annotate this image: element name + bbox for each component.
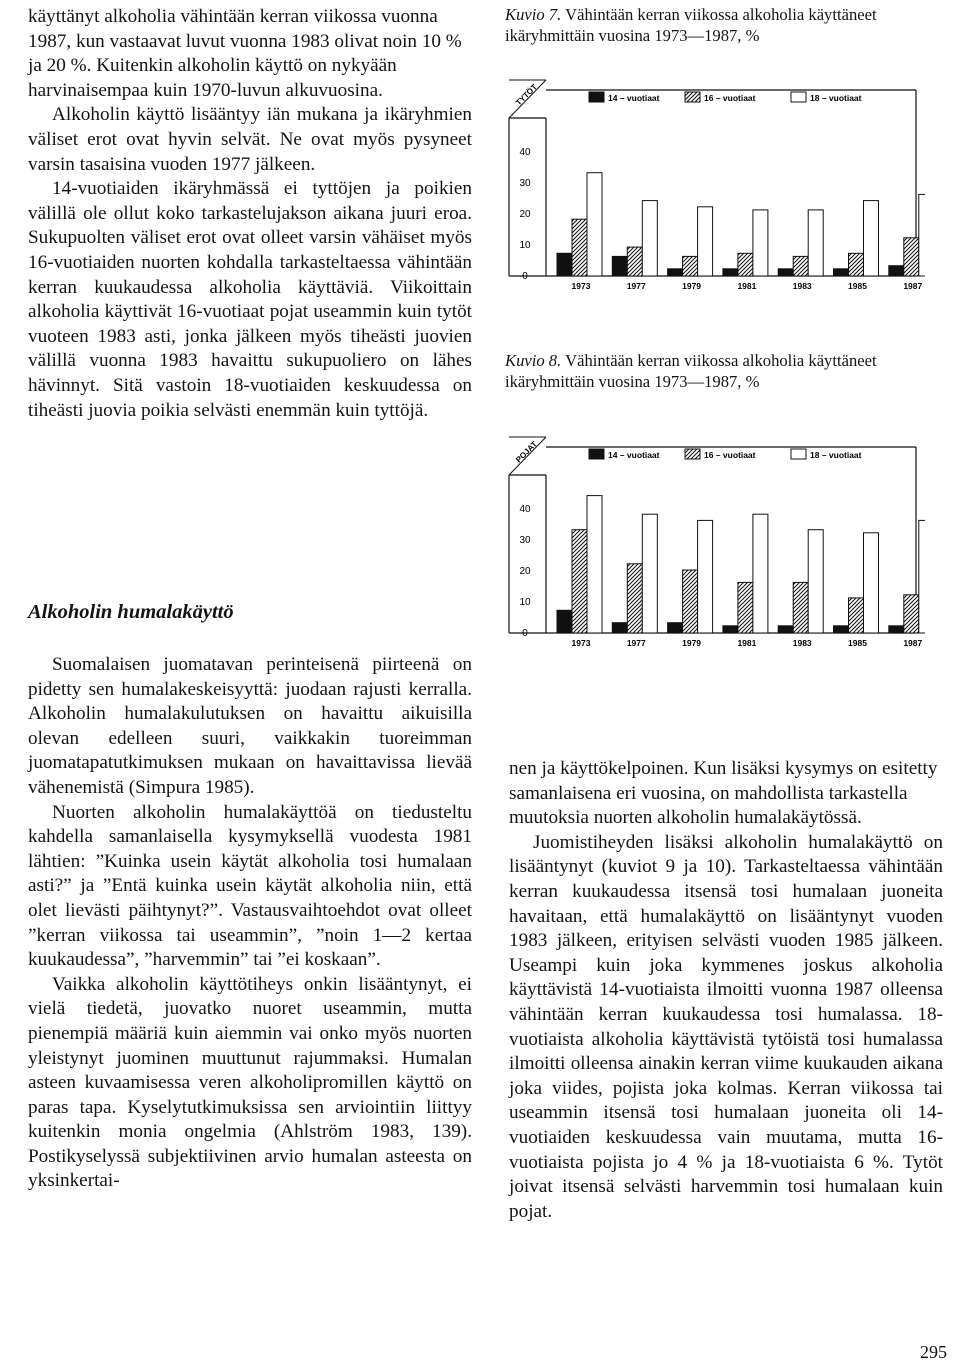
legend-label: 16 – vuotiaat [704, 450, 756, 460]
bar-hatched-1985 [849, 253, 864, 276]
bar-chart-girls [505, 76, 925, 291]
bar-chart-boys [505, 433, 925, 648]
y-tick-label: 30 [519, 178, 531, 189]
x-tick-label: 1981 [737, 281, 757, 291]
paragraph: Vaikka alkoholin käyttötiheys onkin lisääntynyt, ei vielä tiedetä, juovatko nuoret useammin, mutta pienempiä määriä kuin aiemmin vai onko myös nuorten yleistynyt juominen muuttunut rajummaksi. Humalan asteen kuvaamisessa veren alkoholipromillen käyttö on paras tapa. Kyselytutkimuksissa sen arviointiin liittyy kuitenkin monia ongelmia (Ahlström 1983, 139). Postikyselyssä subjektiivinen arvio humalan asteesta on yksinkertai- [28, 973, 472, 1192]
x-tick-label: 1977 [626, 281, 646, 291]
paragraph: 14-vuotiaiden ikäryhmässä ei tyttöjen ja poikien välillä ole ollut koko tarkastelujakson aikana juuri eroa. Sukupuolten väliset erot ovat olleet varsin vähäiset myös 16-vuotiaiden nuorten kohdalla tarkasteltaessa vähintään kerran kuukaudessa alkoholia käyttäviä. Viikoittain alkoholia käyttivät 16-vuotiaat pojat useammin kuin tytöt vuoteen 1983 asti, jonka jälkeen myös tiheästi juovien välillä vuonna 1983 havaittu sukupuoliero on lähes hävinnyt. Sitä vastoin 18-vuotiaiden keskuudessa on tiheästi juovia poikia selvästi enemmän kuin tyttöjä. [28, 178, 472, 421]
legend-label: 14 – vuotiaat [608, 450, 660, 460]
paragraph: Nuorten alkoholin humalakäyttöä on tiedusteltu kahdella samanlaisella kysymyksellä vuodesta 1981 lähtien: ”Kuinka usein käytät alkoholia tosi humalaan asti?” ja ”Entä kuinka usein käytät alkoholia niin, että olet lievästi päihtynyt?”. Vastausvaihtoehdot ovat olleet ”kerran viikossa tai useammin”, ”noin 1—2 kertaa kuukaudessa”, ”harvemmin” tai ”ei koskaan”. [28, 801, 472, 971]
legend-label: 14 – vuotiaat [608, 93, 660, 103]
x-tick-label: 1973 [571, 281, 591, 291]
legend-label: 18 – vuotiaat [810, 93, 862, 103]
figure-label: Kuvio 8. [505, 351, 562, 370]
bar-empty-1979 [698, 207, 713, 276]
legend-swatch [791, 92, 806, 102]
legend-swatch [589, 449, 604, 459]
x-tick-label: 1983 [792, 638, 812, 648]
bar-empty-1977 [642, 201, 657, 276]
y-tick-label: 20 [519, 566, 531, 577]
x-tick-label: 1985 [848, 638, 867, 648]
paragraph: käyttänyt alkoholia vähintään kerran viikossa vuonna 1987, kun vastaavat luvut vuonna 1983 olivat noin 10 % ja 20 %. Kuitenkin alkoholin käyttö on nykyään harvinaisempaa kuin 1970-luvun alkuvuosina. [28, 6, 462, 101]
left-column-bottom [28, 653, 472, 1194]
bar-solid-1973 [557, 610, 572, 633]
x-tick-label: 1981 [737, 638, 757, 648]
bar-empty-1983 [808, 210, 823, 276]
page-number: 295 [920, 1342, 947, 1362]
bar-solid-1983 [778, 269, 793, 276]
x-tick-label: 1985 [848, 281, 867, 291]
x-tick-label: 1973 [571, 638, 591, 648]
bar-solid-1985 [834, 626, 849, 633]
legend-swatch [685, 92, 700, 102]
bar-solid-1977 [612, 623, 627, 633]
figure-caption-8 [505, 350, 945, 392]
legend-swatch [791, 449, 806, 459]
y-tick-label: 20 [519, 209, 531, 220]
paragraph: Juomistiheyden lisäksi alkoholin humalakäyttö on lisääntynyt (kuviot 9 ja 10). Tarkasteltaessa vähintään kerran kuukaudessa itsensä tosi humalaan juoneita havaitaan, että humalakäyttö on lisääntynyt vuoden 1983 jälkeen, erityisen selvästi vuoden 1985 jälkeen. Useampi kuin joka kymmenes joskus alkoholia käyttävistä 14-vuotiaista ilmoitti vuonna 1987 olleensa vähintään kerran kuukaudessa tosi humalassa. 18-vuotiaista alkoholia käyttävistä tytöistä tosi humalassa ilmoitti olleensa ainakin kerran viime kuukauden aikana joka viides, pojista joka kolmas. Kerran viikossa tai useammin itsensä tosi humalaan juoneita oli 14-vuotiaiden keskuudessa vain muutama, mutta 16-vuotiaista pojista jo 4 % ja 18-vuotiaista 6 %. Tytöt joivat itsensä selvästi harvemmin tosi humalaan kuin pojat. [509, 831, 943, 1222]
x-tick-label: 1983 [792, 281, 812, 291]
bar-solid-1979 [668, 623, 683, 633]
legend-swatch [589, 92, 604, 102]
x-tick-label: 1979 [682, 638, 702, 648]
bar-solid-1981 [723, 269, 738, 276]
bar-hatched-1981 [738, 253, 753, 276]
x-tick-label: 1987 [903, 281, 923, 291]
y-tick-label: 10 [519, 597, 531, 608]
figure-caption-text: Vähintään kerran viikossa alkoholia käyttäneet ikäryhmittäin vuosina 1973—1987, % [505, 351, 877, 391]
x-tick-label: 1979 [682, 281, 702, 291]
legend-label: 16 – vuotiaat [704, 93, 756, 103]
paragraph: nen ja käyttökelpoinen. Kun lisäksi kysymys on esitetty samanlaisena eri vuosina, on mahdollista tarkastella muutoksia nuorten alkoholin humalakäytössä. [509, 758, 938, 829]
bar-empty-1973 [587, 173, 602, 276]
section-heading: Alkoholin humalakäyttö [28, 601, 234, 623]
bar-empty-1983 [808, 530, 823, 633]
chart-svg [505, 433, 925, 648]
bar-hatched-1977 [627, 247, 642, 276]
bar-hatched-1981 [738, 582, 753, 633]
paragraph: Suomalaisen juomatavan perinteisenä piirteenä on pidetty sen humalakeskeisyyttä: juodaan rajusti kerralla. Alkoholin humalakulutuksen on havaittu aikuisilla olevan edelleen suuri, vaikkakin tuoreimman juomatapatutkimuksen mukaan on havaittavissa lievää vähenemistä (Simpura 1985). [28, 654, 472, 798]
figure-label: Kuvio 7. [505, 5, 562, 24]
right-column-bottom [509, 757, 943, 1224]
bar-solid-1983 [778, 626, 793, 633]
y-tick-label: 0 [522, 628, 528, 639]
y-tick-label: 40 [519, 504, 531, 515]
bar-empty-1985 [864, 201, 879, 276]
bar-hatched-1983 [793, 256, 808, 276]
bar-empty-1979 [698, 520, 713, 633]
chart-svg [505, 76, 925, 291]
x-tick-label: 1977 [626, 638, 646, 648]
legend-label: 18 – vuotiaat [810, 450, 862, 460]
legend-swatch [685, 449, 700, 459]
bar-empty-1987 [919, 520, 925, 633]
bar-empty-1985 [864, 533, 879, 633]
bar-hatched-1979 [683, 256, 698, 276]
bar-solid-1981 [723, 626, 738, 633]
bar-hatched-1983 [793, 582, 808, 633]
bar-empty-1977 [642, 514, 657, 633]
figure-caption-7 [505, 4, 945, 46]
bar-solid-1979 [668, 269, 683, 276]
bar-hatched-1973 [572, 530, 587, 633]
bar-empty-1981 [753, 210, 768, 276]
left-column-top [28, 5, 472, 423]
bar-empty-1973 [587, 496, 602, 633]
y-tick-label: 40 [519, 147, 531, 158]
bar-hatched-1979 [683, 570, 698, 633]
figure-caption-text: Vähintään kerran viikossa alkoholia käyttäneet ikäryhmittäin vuosina 1973—1987, % [505, 5, 877, 45]
bar-hatched-1977 [627, 564, 642, 633]
chart-group-label: TYTÖT [514, 82, 539, 108]
bar-solid-1985 [834, 269, 849, 276]
y-tick-label: 0 [522, 271, 528, 282]
y-tick-label: 10 [519, 240, 531, 251]
bar-solid-1987 [889, 626, 904, 633]
bar-empty-1981 [753, 514, 768, 633]
y-tick-label: 30 [519, 535, 531, 546]
bar-hatched-1973 [572, 219, 587, 276]
chart-group-label: POJAT [514, 439, 539, 465]
bar-solid-1977 [612, 256, 627, 276]
bar-hatched-1985 [849, 598, 864, 633]
bar-hatched-1987 [904, 595, 919, 633]
x-tick-label: 1987 [903, 638, 923, 648]
bar-solid-1987 [889, 266, 904, 276]
bar-empty-1987 [919, 194, 925, 276]
bar-solid-1973 [557, 253, 572, 276]
bar-hatched-1987 [904, 238, 919, 276]
paragraph: Alkoholin käyttö lisääntyy iän mukana ja ikäryhmien väliset erot ovat hyvin selvät. Ne ovat myös pysyneet varsin tasaisina vuoden 1977 jälkeen. [28, 104, 472, 175]
